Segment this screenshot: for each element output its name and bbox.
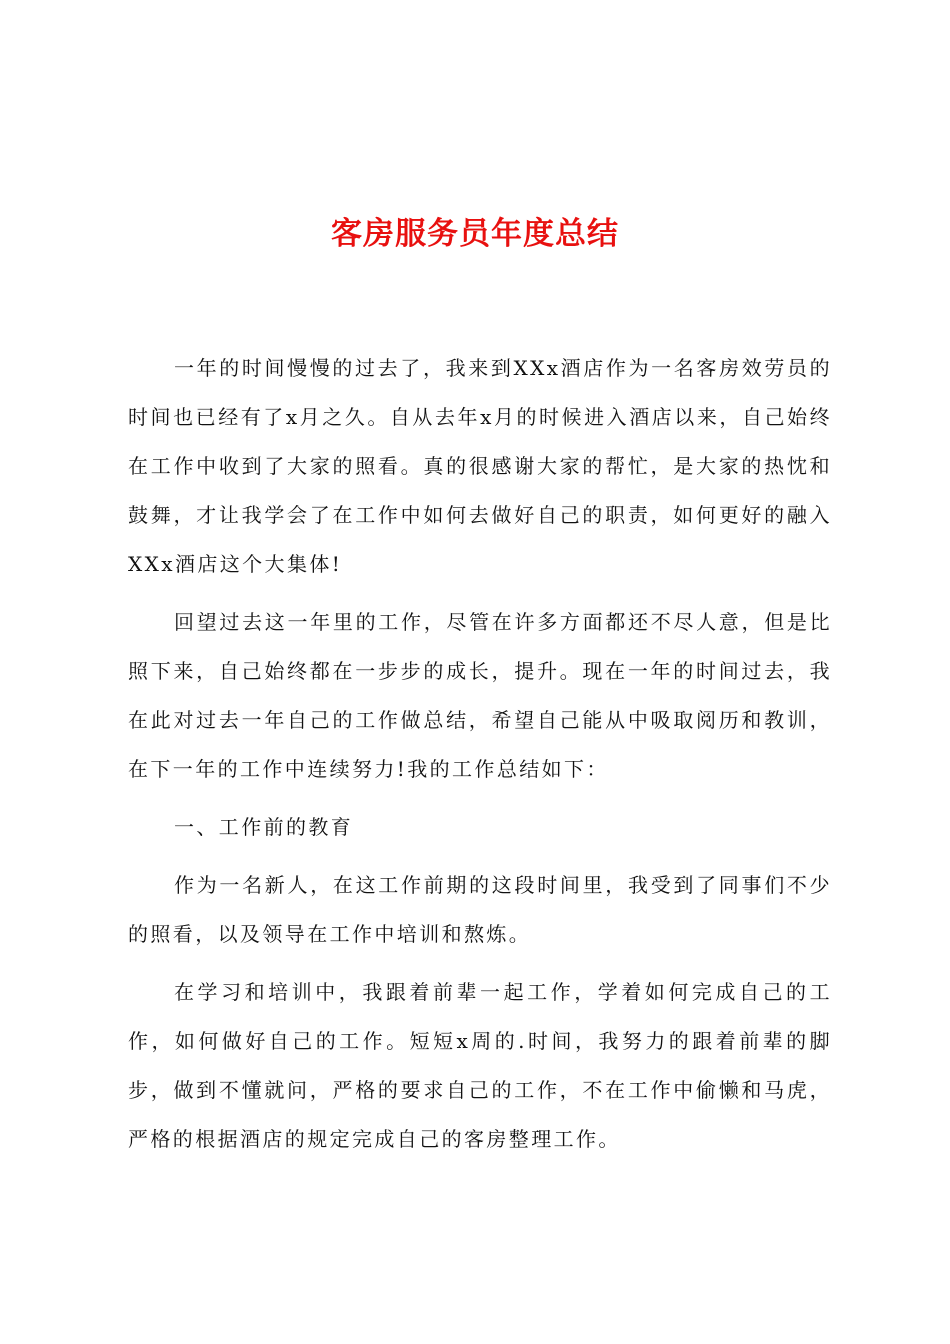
paragraph-training: 在学习和培训中，我跟着前辈一起工作，学着如何完成自己的工作，如何做好自己的工作。短短x周的.时间，我努力的跟着前辈的脚步，做到不懂就问，严格的要求自己的工作，不在工作中偷懒和马虎，严格的根据酒店的规定完成自己的客房整理工作。	[128, 980, 832, 1151]
section-heading-1: 一、工作前的教育	[174, 815, 354, 839]
document-title: 客房服务员年度总结	[331, 216, 619, 252]
paragraph-newcomer: 作为一名新人，在这工作前期的这段时间里，我受到了同事们不少的照看，以及领导在工作中培训和熬炼。	[128, 873, 832, 946]
paragraph-intro: 一年的时间慢慢的过去了，我来到XXx酒店作为一名客房效劳员的时间也已经有了x月之久。自从去年x月的时候进入酒店以来，自己始终在工作中收到了大家的照看。真的很感谢大家的帮忙，是大家的热忱和鼓舞，才让我学会了在工作中如何去做好自己的职责，如何更好的融入XXx酒店这个大集体!	[128, 356, 832, 576]
document-body	[128, 344, 832, 1173]
paragraph-review: 回望过去这一年里的工作，尽管在许多方面都还不尽人意，但是比照下来，自己始终都在一步步的成长，提升。现在一年的时间过去，我在此对过去一年自己的工作做总结，希望自己能从中吸取阅历和教训，在下一年的工作中连续努力!我的工作总结如下：	[128, 610, 832, 781]
